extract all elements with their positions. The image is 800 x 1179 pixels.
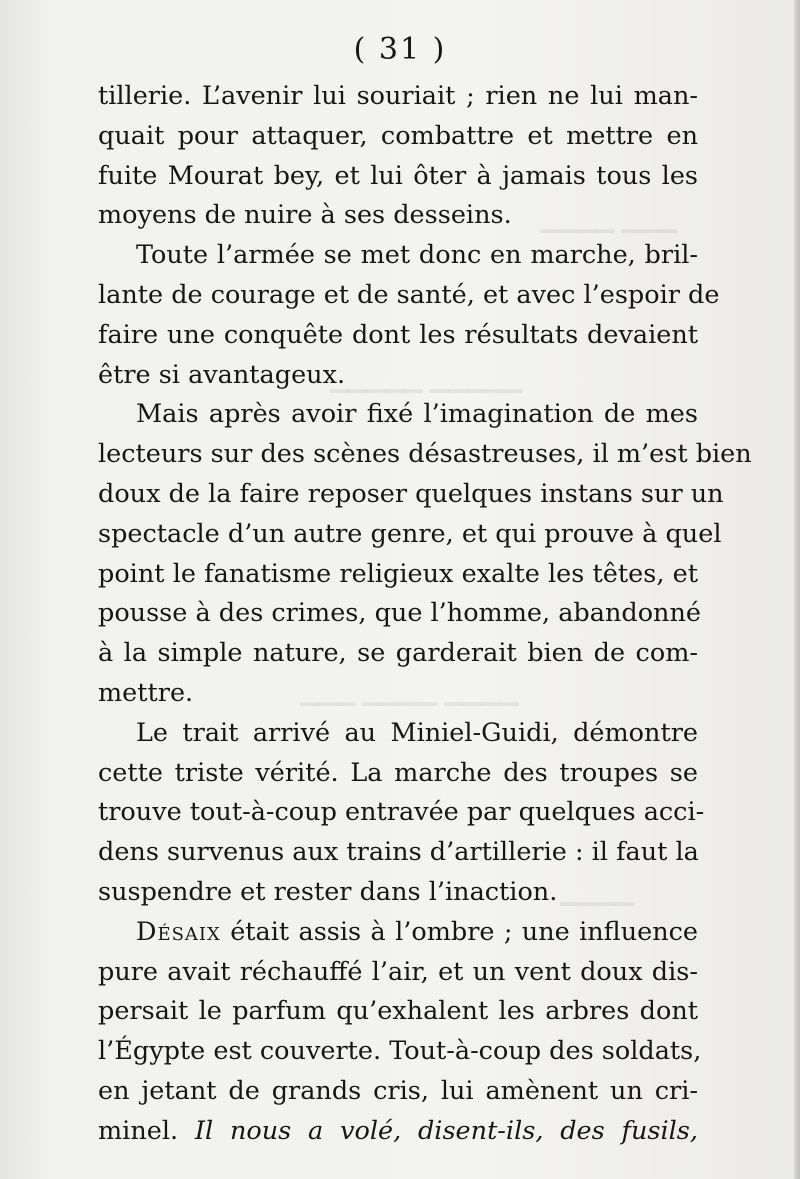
text-line (98, 515, 722, 555)
text-line (98, 356, 698, 396)
line-text: tillerie. L’avenir lui souriait ; rien ne lui man- (98, 81, 698, 111)
line-text: Le trait arrivé au Miniel-Guidi, démontre (136, 717, 698, 748)
body-text (98, 77, 752, 1152)
text-line (98, 316, 698, 356)
italic-quote: Il nous a volé, disent-ils, des fusils, (194, 1115, 698, 1146)
text-line (98, 953, 698, 993)
text-line (98, 674, 698, 714)
text-line (98, 395, 698, 435)
text-line (98, 276, 720, 316)
line-text: en jetant de grands cris, lui amènent un cri- (98, 1075, 698, 1106)
line-text: mettre. (98, 677, 194, 708)
line-text: à la simple nature, se garderait bien de com- (98, 638, 698, 669)
line-text: fuite Mourat bey, et lui ôter à jamais tous les (98, 160, 698, 191)
line-text: dens survenus aux trains d’artillerie : il faut la (98, 837, 699, 868)
text-line (98, 117, 698, 157)
line-text: point le fanatisme religieux exalte les têtes, et (98, 558, 698, 589)
text-line (98, 714, 698, 754)
line-text: était assis à l’ombre ; une influence (220, 916, 698, 947)
line-text: minel. (98, 1115, 195, 1146)
line-text: l’Égypte est couverte. Tout-à-coup des soldats, (98, 1036, 702, 1067)
text-line (98, 1112, 698, 1152)
text-line (98, 634, 698, 674)
line-text: pure avait réchauffé l’air, et un vent doux dis- (98, 956, 698, 987)
line-text: être si avantageux. (98, 359, 346, 390)
text-line (98, 475, 724, 515)
text-line (98, 236, 698, 276)
text-line (98, 992, 698, 1032)
show-through-mark: ▁▁▁▁ (560, 878, 634, 906)
line-text: spectacle d’un autre genre, et qui prouve à quel (98, 518, 722, 549)
line-text: quait pour attaquer, combattre et mettre en (98, 120, 698, 151)
page-number: ( 31 ) (353, 32, 447, 67)
text-line (98, 913, 698, 953)
text-line (98, 435, 752, 475)
text-line (98, 157, 698, 197)
line-text: moyens de nuire à ses desseins. (98, 200, 512, 231)
line-text: trouve tout-à-coup entravée par quelques acci- (98, 797, 705, 828)
text-line (98, 873, 698, 913)
line-text: cette triste vérité. La marche des troupes se (98, 757, 698, 788)
line-text: Toute l’armée se met donc en marche, bril- (136, 240, 698, 271)
text-line (98, 1032, 702, 1072)
line-text: lante de courage et de santé, et avec l’espoir de (98, 279, 720, 310)
line-text: faire une conquête dont les résultats devaient (98, 319, 698, 350)
page-edge (794, 0, 800, 1179)
line-text: doux de la faire reposer quelques instans sur un (98, 478, 724, 509)
line-text: Mais après avoir fixé l’imagination de mes (136, 399, 698, 430)
text-line (98, 754, 698, 794)
line-text: lecteurs sur des scènes désastreuses, il m’est bien (98, 439, 752, 470)
text-line (98, 594, 701, 634)
line-text: pousse à des crimes, que l’homme, abandonné (98, 598, 701, 629)
name-smallcaps: Désaix (136, 916, 221, 947)
text-line (98, 833, 698, 873)
text-line (98, 196, 698, 236)
show-through-mark: ▁▁▁▁▁ ▁▁▁▁▁ (330, 365, 523, 393)
text-line (98, 793, 705, 833)
line-text: persait le parfum qu’exhalent les arbres dont (98, 996, 698, 1027)
text-line (98, 555, 698, 595)
line-text: suspendre et rester dans l’inaction. (98, 876, 558, 907)
show-through-mark: ▁▁▁▁ ▁▁▁▁ ▁▁▁ (300, 678, 519, 706)
text-line (98, 1072, 698, 1112)
text-line (98, 77, 698, 117)
show-through-mark: ▁▁▁ ▁▁▁▁ (540, 205, 677, 233)
